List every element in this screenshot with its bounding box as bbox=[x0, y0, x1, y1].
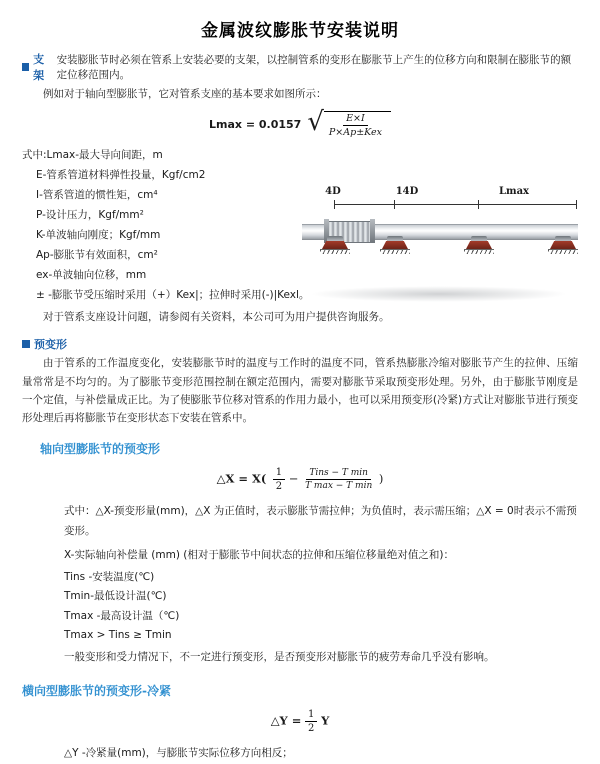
formula-lmax bbox=[22, 107, 578, 139]
legend-item: K-单波轴向刚度；Kgf/mm bbox=[36, 229, 161, 242]
formula-lmax-numerator: E×I bbox=[343, 113, 368, 126]
legend-item: ex-单波轴向位移，mm bbox=[36, 269, 147, 281]
temperature-definition-item: Tmax -最高设计温（℃) bbox=[64, 609, 180, 622]
section-heading-predeform-label: 预变形 bbox=[34, 338, 67, 352]
note-axial-predeform-1: 式中：△X-预变形量(mm)，△X 为正值时，表示膨胀节需拉伸；为负值时，表示需压缩；△X = 0时表示不需预变形。 bbox=[64, 505, 577, 538]
equation-axial-frac2-num: Tins − T min bbox=[306, 468, 371, 480]
section-heading-predeform bbox=[22, 336, 578, 352]
temperature-definition-list bbox=[64, 568, 578, 646]
equation-axial-rhs: ) bbox=[378, 471, 384, 486]
temperature-definition-item: Tmin-最低设计温(℃) bbox=[64, 590, 167, 603]
temperature-definition-item: Tmax > Tins ≥ Tmin bbox=[64, 629, 172, 642]
equation-lateral-frac-den: 2 bbox=[308, 722, 315, 734]
paragraph-support-design: 对于管系支座设计问题，请参阅有关资料，本公司可为用户提供咨询服务。 bbox=[43, 310, 390, 323]
equation-lateral-coldpull bbox=[22, 709, 578, 734]
subsection-heading-axial-predeform: 轴向型膨胀节的预变形 bbox=[40, 441, 161, 456]
formula-lmax-label: Lmax = 0.0157 bbox=[209, 118, 302, 132]
figure-label-lmax: Lmax bbox=[498, 186, 530, 197]
figure-label-4d: 4D bbox=[325, 186, 341, 197]
subsection-heading-lateral-predeform: 横向型膨胀节的预变形-冷紧 bbox=[22, 683, 171, 698]
formula-lmax-denominator: P×Ap±Kex bbox=[328, 127, 382, 139]
legend-item: P-设计压力，Kgf/mm² bbox=[36, 209, 144, 222]
note-axial-predeform-2: X-实际轴向补偿量 (mm) (相对于膨胀节中间状态的拉伸和压缩位移量绝对值之和)： bbox=[64, 549, 454, 562]
radical-icon: √ $\frac{E\times I}{\text{P×Ap±Kex}}$ bbox=[307, 111, 391, 138]
section-heading-support bbox=[22, 51, 578, 83]
equation-axial-predeform bbox=[22, 467, 578, 493]
legend-item: ± -膨胀节受压缩时采用（+）Kex|；拉伸时采用(-)|Kexl。 bbox=[36, 288, 310, 301]
paragraph-axial-intro: 例如对于轴向型膨胀节，它对管系支座的基本要求如图所示： bbox=[43, 88, 327, 100]
paragraph-predeform-intro: 由于管系的工作温度变化，安装膨胀节时的温度与工作时的温度不同，管系热膨胀冷缩对膨胀节产生的拉伸、压缩量常常是不均匀的。为了膨胀节变形范围控制在额定范围内，需要对膨胀节采取预变形处理。另外，由于膨胀节刚度是一个定值，与补偿量成正比。为了使膨胀节位移对管系的作用力最小，也可以采用预变形(冷紧)方式让对膨胀节进行预变形处理后再将膨胀节在变形状态下安装在管系中。 bbox=[22, 357, 578, 425]
square-bullet-icon bbox=[22, 63, 29, 71]
equation-lateral-frac-num: 1 bbox=[305, 709, 317, 722]
equation-axial-frac1-den: 2 bbox=[275, 480, 283, 492]
legend-item: I-管系管道的惯性矩，cm⁴ bbox=[36, 189, 158, 202]
equation-axial-minus: − bbox=[288, 471, 299, 486]
note-lateral-coldpull-1: △Y -冷紧量(mm)，与膨胀节实际位移方向相反； bbox=[64, 746, 293, 759]
legend-item: E-管系管道材料弹性投量，Kgf/cm2 bbox=[36, 169, 206, 182]
square-bullet-icon bbox=[22, 340, 30, 348]
equation-lateral-rhs: Y bbox=[321, 713, 330, 728]
section-heading-support-label: 支架 bbox=[33, 53, 45, 82]
formula-legend bbox=[22, 146, 578, 306]
legend-item: 式中:Lmax-最大导向间距，m bbox=[22, 149, 163, 162]
equation-lateral-lhs: △Y = bbox=[270, 713, 302, 728]
equation-axial-frac2-den: T max − T min bbox=[305, 480, 373, 491]
note-axial-predeform-3: 一般变形和受力情况下，不一定进行预变形，是否预变形对膨胀节的疲劳寿命几乎没有影响。 bbox=[64, 650, 495, 663]
figure-label-14d: 14D bbox=[395, 186, 419, 197]
temperature-definition-item: Tins -安装温度(℃) bbox=[64, 571, 155, 584]
equation-axial-frac1-num: 1 bbox=[273, 467, 285, 480]
page-title: 金属波纹膨胀节安装说明 bbox=[201, 21, 399, 41]
equation-axial-lhs: △X = X( bbox=[216, 471, 267, 486]
section-heading-support-inline-text: 安装膨胀节时必须在管系上安装必要的支架，以控制管系的变形在膨胀节上产生的位移方向和限制在膨胀节的额定位移范围内。 bbox=[56, 54, 572, 81]
legend-item: Ap-膨胀节有效面积，cm² bbox=[36, 249, 158, 262]
